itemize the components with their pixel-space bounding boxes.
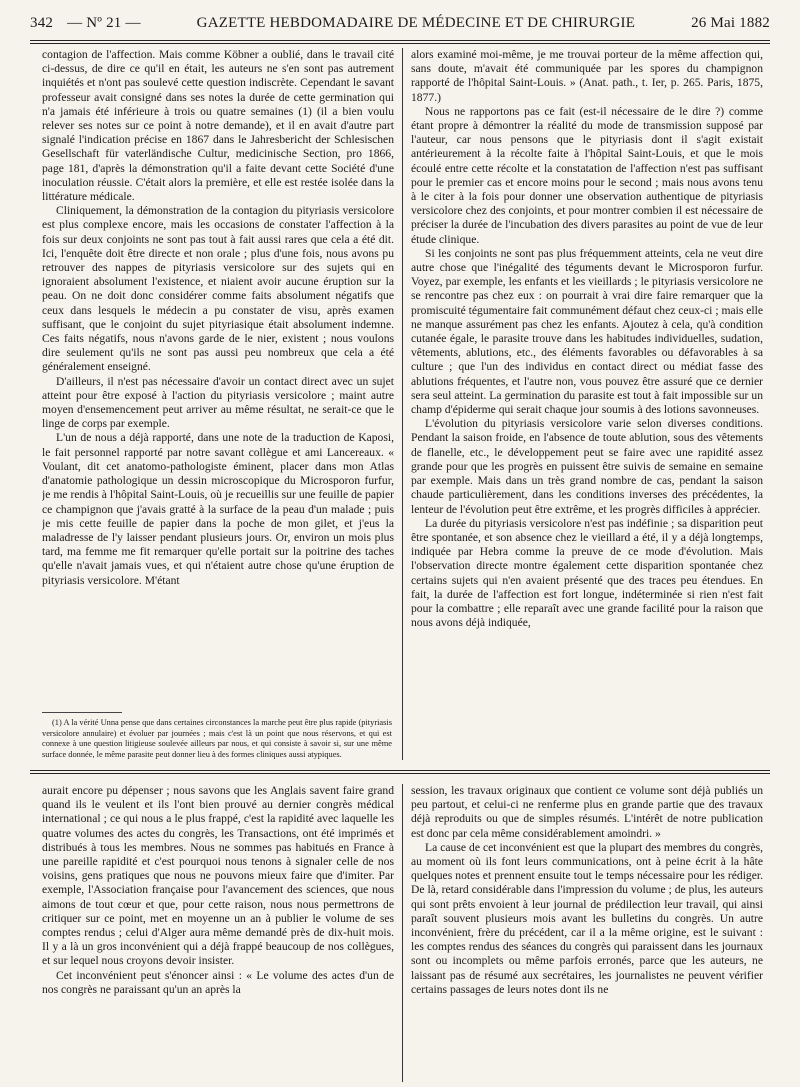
- upper-column-divider: [402, 48, 403, 760]
- issue-number: — Nº 21 —: [67, 14, 141, 31]
- lower-column-divider: [402, 784, 403, 1082]
- upper-right-column: [411, 48, 763, 760]
- paragraph: contagion de l'affection. Mais comme Köbner a oublié, dans le travail cité ci-dessus, de dire ce qu'il en était, les auteurs ne s'en sont pas autrement inquiétés et n'ont pas soulevé cette question indiscrète. Cependant le savant professeur avait consigné dans ses notes la durée de cette germination qui n'a jamais été inférieure à trois ou quatre semaines (1) (il a bien voulu relever ses notes sur ce point à notre demande), et il en avait d'autre part signalé l'indication précise en 1867 dans le Jahresbericht der Schlesischen Gesellschaft für vaterländische Cultur, medicinische Section, pro 1866, page 181, d'après la démonstration qu'il a faite devant cette Société d'une inoculation réussie. C'était alors la première, et elle est restée isolée dans la littérature médicale.: [42, 48, 394, 204]
- upper-left-column: [42, 48, 394, 708]
- header-rule-double: [30, 43, 770, 44]
- page-number: 342: [30, 14, 54, 31]
- footnote-text: (1) A la vérité Unna pense que dans certaines circonstances la marche peut être plus rapide (pityriasis versicolore annulaire) et évoluer par journées ; mais c'est là un point que nous réservons, et qui est connexe à une question litigieuse soulevée ailleurs par nous, et qui consiste à savoir si, sur une même surface donnée, le même parasite peut donner lieu à des formes cliniques aussi atypiques.: [42, 718, 392, 759]
- paragraph: L'un de nous a déjà rapporté, dans une note de la traduction de Kaposi, le fait personnel rapporté par notre savant collègue et ami Lancereaux. « Voulant, dit cet anatomo-pathologiste éminent, placer dans mon Atlas d'anatomie pathologique un dessin microscopique du Microsporon furfur, je me rendis à l'hôpital Saint-Louis, où je recueillis sur une feuille de papier ce champignon que j'avais gratté à la surface de la peau d'un malade ; puis je mis cette feuille de papier dans la poche de mon gilet, et j'eus la maladresse de l'y laisser pendant plusieurs jours. Or, environ un mois plus tard, ma femme me fit remarquer qu'elle portait sur la poitrine des taches qu'elle n'avait jamais vues, et qui n'étaient autre chose qu'une éruption de pityriasis versicolore. M'étant: [42, 431, 394, 587]
- paragraph: La cause de cet inconvénient est que la plupart des membres du congrès, au moment où ils font leurs communications, ont à peine écrit à la hâte quelques notes et prennent ensuite tout le temps nécessaire pour les rédiger. De là, retard considérable dans l'impression du volume ; de plus, les auteurs qui sont prêts envoient à leur journal de prédilection leur travail, qui ainsi paraît souvent plusieurs mois avant les bulletins du congrès. Un autre inconvénient, frère du précédent, car il a la même origine, est le suivant : les comptes rendus des séances du congrès qui paraissent dans les journaux sont ou incomplets ou même parfois erronés, parce que les auteurs, ne laissant pas de résumé aux secrétaires, les journalistes ne peuvent vérifier certains passages de leurs notes dont ils ne: [411, 840, 763, 996]
- paragraph: session, les travaux originaux que contient ce volume sont déjà publiés un peu partout, et celui-ci ne renferme plus en grande partie que des travaux déjà reproduits ou que de simples résumés. L'intérêt de notre publication est donc par cela même considérablement amoindri. »: [411, 784, 763, 840]
- section-rule: [30, 770, 770, 771]
- paragraph: Si les conjoints ne sont pas plus fréquemment atteints, cela ne veut dire autre chose que l'inégalité des téguments devant le Microsporon furfur. Voyez, par exemple, les enfants et les vieillards ; le pityriasis versicolore ne se rencontre pas chez eux : on pourrait à vrai dire faire remarquer que la promiscuité tégumentaire fait communément défaut chez ceux-ci ; mais elle ne manque assurément pas chez les enfants. Ajoutez à cela, qu'à condition cutanée égale, le parasite trouve dans les habitudes individuelles, sudation, vêtements, ablutions, etc., des éléments favorables ou défavorables à sa culture ; que l'un des individus en contact direct ou médiat fasse des ablutions fréquentes, et l'autre non, vous pouvez être assuré que ce dernier sera seul atteint. La germination du parasite est tout à fait impossible sur un champ d'épiderme qui serait chaque jour soumis à des lotions savonneuses.: [411, 246, 763, 417]
- paragraph: D'ailleurs, il n'est pas nécessaire d'avoir un contact direct avec un sujet atteint pour être exposé à l'action du pityriasis versicolore ; maint autre moyen d'ensemencement peut arriver au même résultat, ne serait-ce que le linge de corps par exemple.: [42, 374, 394, 431]
- issue-date: 26 Mai 1882: [691, 14, 770, 31]
- header-rule: [30, 40, 770, 41]
- footnote: [42, 718, 392, 760]
- paragraph: aurait encore pu dépenser ; nous savons que les Anglais savent faire grand quand ils le veulent et ils l'ont bien prouvé au dernier congrès médical international ; ce qui nous a le plus frappé, c'est la rapidité avec laquelle les quatre volumes des actes du congrès, les Transactions, ont été imprimés et distribués à tous les membres. Nous ne sommes pas habitués en France à une pareille rapidité et c'est pourquoi nous tenons à signaler celle de nos voisins, gens pratiques que nous ne pouvons mieux faire que d'imiter. Par exemple, l'Association française pour l'avancement des sciences, que nous aimons de tout cœur et que, pour cette raison, nous nous permettrons de critiquer sur ce point, met en moyenne un an à publier le volume de ses comptes rendus ; celui d'Alger aura même demandé près de dix-huit mois. Il y a là un gros inconvénient qui a déjà frappé beaucoup de nos collègues, et sur lequel nous croyons devoir insister.: [42, 784, 394, 968]
- lower-left-column: [42, 784, 394, 1082]
- footnote-separator: [42, 712, 122, 713]
- paragraph: L'évolution du pityriasis versicolore varie selon diverses conditions. Pendant la saison froide, en l'absence de toute ablution, sous des vêtements de flanelle, etc., le développement peut se faire avec une rapidité assez grande pour que les progrès en puissent être suivis de semaine en semaine par exemple. Mais dans un très grand nombre de cas, pendant la saison chaude particulièrement, dans les conditions inverses des précédentes, la lenteur de l'évolution peut être extrême, et les progrès difficiles à apprécier.: [411, 417, 763, 516]
- paragraph: Cliniquement, la démonstration de la contagion du pityriasis versicolore est plus complexe encore, mais les occasions de constater l'affection à la fois sur deux conjoints ne sont pas tout à fait aussi rares que cela a été dit. Ici, l'enquête doit être directe et non orale ; plus d'une fois, nous avons pu retrouver des nappes de pityriasis versicolore sur des sujets qui en ignoraient absolument l'existence, et niaient avoir aucune éruption sur la peau. On ne doit donc considérer comme faits absolument négatifs que ceux dans lesquels le médecin a pu constater de visu, après examen suffisant, que le conjoint du sujet pityriasique était absolument indemne. Ces faits négatifs, nous n'avons garde de le nier, existent ; nous voulons dire seulement qu'ils ne sont pas aussi peu nombreux que cela a été généralement enseigné.: [42, 204, 394, 374]
- section-rule-double: [30, 773, 770, 774]
- paragraph: Nous ne rapportons pas ce fait (est-il nécessaire de le dire ?) comme étant propre à démontrer la réalité du mode de transmission supposé par l'auteur, car nous pensons que le pityriasis dont il s'agit existait antérieurement à la récolte faite à l'hôpital Saint-Louis, et que le mois écoulé entre cette récolte et la constatation de l'affection n'est pas suffisant pour le premier cas et encore moins pour le second ; mais nous avons tenu à le citer à la fois pour donner une observation authentique de pityriasis versicolore chez des conjoints, et pour montrer combien il est nécessaire de préciser la durée de l'incubation des divers parasites au point de vue de leur étude clinique.: [411, 104, 763, 246]
- paragraph: alors examiné moi-même, je me trouvai porteur de la même affection qui, sans doute, m'avait été communiquée par les spores du champignon rapporté de l'hôpital Saint-Louis. » (Anat. path., t. Ier, p. 265. Paris, 1875, 1877.): [411, 48, 763, 104]
- lower-right-column: [411, 784, 763, 1082]
- journal-title: GAZETTE HEBDOMADAIRE DE MÉDECINE ET DE CHIRURGIE: [196, 14, 636, 31]
- paragraph: Cet inconvénient peut s'énoncer ainsi : « Le volume des actes d'un de nos congrès ne paraissant qu'un an après la: [42, 968, 394, 996]
- page-header: [30, 8, 770, 38]
- paragraph: La durée du pityriasis versicolore n'est pas indéfinie ; sa disparition peut être spontanée, et son absence chez le vieillard a été, il y a déjà longtemps, indiquée par Hebra comme la preuve de ce mode d'évolution. Mais l'observation directe montre également cette disparition spontanée chez certains sujets qui n'en avaient présenté que des traces peu étendues. En fait, la durée de l'affection est fort longue, indéterminée si rien n'est fait pour la combattre ; elle reparaît avec une grande facilité pour la raison que nous avons déjà indiquée,: [411, 516, 763, 630]
